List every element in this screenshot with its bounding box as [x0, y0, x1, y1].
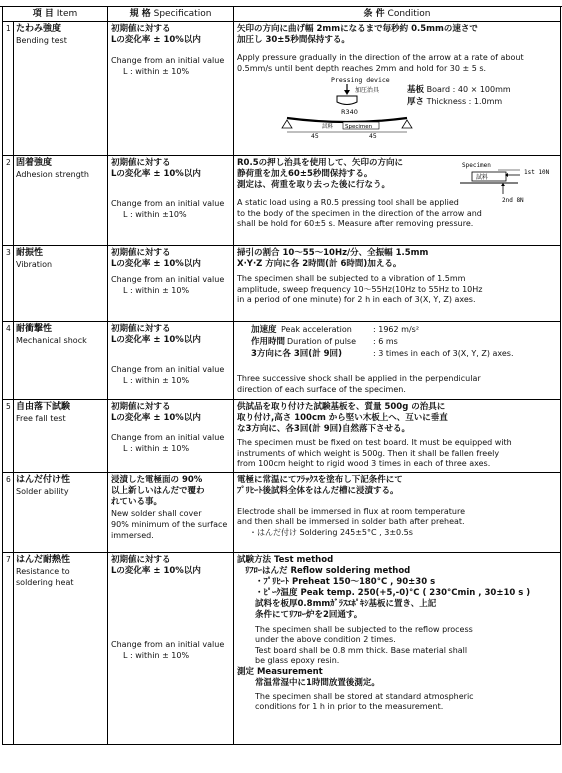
board: [287, 118, 407, 122]
header-item: 項 目 Item: [3, 7, 108, 22]
condition-cell: 掃引の割合 10～55～10Hz/分、全振幅 1.5mm X·Y·Z 方向に各 2時間(計 6時間)加える。 The specimen shall be subjected to a vibration of 1.5mm amplitude, sweep frequency 10～55Hz(10Hz to 55Hz to 10Hz in a period of one minute) for 2 h in each of 3(X, Y, Z) axes.: [234, 246, 561, 322]
item-cell: 耐振性 Vibration: [14, 246, 108, 322]
condition-cell: 供試品を取り付けた試験基板を、質量 500g の治具に 取り付け,高さ 100cm から堅い木板上へ、互いに垂直 な3方向に、各3回(計 9回)自然落下させる。 The specimen must be fixed on test board. It must be equipped with instruments of which weight is 500g. Then it shall be fallen freely from 100cm height to rigid wood 3 times in each of three axes.: [234, 400, 561, 473]
item-cell: はんだ耐熱性 Resistance to soldering heat: [14, 552, 108, 744]
row-number: 4: [3, 322, 14, 400]
spec-cell: 初期値に対する Lの変化率 ± 10%以内 Change from an initial value L : within ±10%: [108, 156, 234, 246]
row-number: 7: [3, 552, 14, 744]
fig-jig-label: 加圧治具: [355, 87, 380, 94]
support-right: [402, 120, 412, 128]
fig-r-label: R340: [341, 108, 358, 116]
fig-sample-en: Specimen: [345, 124, 373, 130]
item-cell: はんだ付け性 Solder ability: [14, 472, 108, 552]
condition-cell: R0.5の押し治具を使用して、矢印の方向に 静荷重を加え60±5秒間保持する。 測定は、荷重を取り去った後に行なう。 A static load using a R0.5 pressing tool shall be applied to the body of the specimen in the direction of the arrow and shall be hold for 60±5 s. Measure after removing pressure. Specimen 1st 10N 試料 2nd 8N: [234, 156, 561, 246]
header-condition: 条 件 Condition: [234, 7, 561, 22]
table-row: [3, 156, 561, 246]
row-number: 3: [3, 246, 14, 322]
fig-specimen-label: Specimen: [462, 162, 491, 169]
fig-pressing-label: Pressing device: [331, 76, 390, 84]
table-row: [3, 552, 561, 744]
board-spec: 基板 Board : 40 × 100mm 厚さ Thickness : 1.0mm: [407, 85, 511, 107]
spec-cell: 初期値に対する Lの変化率 ± 10%以内 Change from an initial value L : within ± 10%: [108, 22, 234, 156]
row-number: 5: [3, 400, 14, 473]
fig-angle-right: 45: [369, 133, 377, 138]
spec-cell: 初期値に対する Lの変化率 ± 10%以内 Change from an initial value L : within ± 10%: [108, 246, 234, 322]
arrow-head: [344, 90, 350, 95]
table-row: [3, 400, 561, 473]
table-row: [3, 246, 561, 322]
item-cell: たわみ強度 Bending test: [14, 22, 108, 156]
pressing-jig: [337, 96, 357, 105]
row-number: 1: [3, 22, 14, 156]
spec-cell: 浸漬した電極面の 90% 以上新しいはんだで覆わ れている事。 New solder shall cover 90% minimum of the surface immersed.: [108, 472, 234, 552]
header-row: [3, 7, 561, 22]
condition-cell: 電極に常温にてﾌﾗｯｸｽを塗布し下記条件にて ﾌﾟﾘﾋｰﾄ後試料全体をはんだ槽に浸漬する。 Electrode shall be immersed in flux at room temperature and then shall be immersed in solder bath after preheat. ・はんだ付け Soldering 245±5°C , 3±0.5s: [234, 472, 561, 552]
fig-1st-label: 1st 10N: [524, 169, 550, 176]
spec-cell: 初期値に対する Lの変化率 ± 10%以内 Change from an initial value L : within ± 10%: [108, 322, 234, 400]
bending-figure: [237, 74, 557, 138]
table-row: [3, 22, 561, 156]
spec-cell: 初期値に対する Lの変化率 ± 10%以内 Change from an initial value L : within ± 10%: [108, 552, 234, 744]
item-cell: 固着強度 Adhesion strength: [14, 156, 108, 246]
condition-cell: 試験方法 Test method ﾘﾌﾛｰはんだ Reflow soldering method ・ﾌﾟﾘﾋｰﾄ Preheat 150～180°C , 90±30 s ・ﾋﾟｰｸ温度 Peak temp. 250(+5,-0)°C ( 230°Cmin , 30±10 s ) 試料を板厚0.8mmｶﾞﾗｽｴﾎﾟｷｼ基板に置き、上記 条件にてﾘﾌﾛｰ炉を2回通す。 The specimen shall be subjected to the reflow process under the above condition 2 times. Test board shall be 0.8 mm thick. Base material shall be glass epoxy resin. 測定 Measurement 常温常湿中に1時間放置後測定。 The specimen shall be stored at standard atmospheric conditions for 1 h in prior to the measurement.: [234, 552, 561, 744]
fig-sample-jp: 試料: [322, 124, 334, 130]
shock-params: 加速度 Peak acceleration : 1962 m/s² 作用時間 Duration of pulse : 6 ms 3方向に各 3回(計 9回) : 3 times in each of 3(X, Y, Z) axes.: [251, 325, 514, 359]
table-row: [3, 322, 561, 400]
item-cell: 耐衝撃性 Mechanical shock: [14, 322, 108, 400]
row-number: 6: [3, 472, 14, 552]
condition-cell: 矢印の方向に曲げ幅 2mmになるまで毎秒約 0.5mmの速さで 加圧し 30±5秒間保持する。 Apply pressure gradually in the direction of the arrow at a rate of about 0.5mm/s until bent depth reaches 2mm and hold for 30 ± 5 s. Pressing device 加圧治具 R340 試料 Specimen 45 45 基板 Board : 40 × 100mm 厚さ Thickness : 1.0mm: [234, 22, 561, 156]
item-cell: 自由落下試験 Free fall test: [14, 400, 108, 473]
table-row: [3, 472, 561, 552]
spec-cell: 初期値に対する Lの変化率 ± 10%以内 Change from an initial value L : within ± 10%: [108, 400, 234, 473]
condition-cell: 加速度 Peak acceleration : 1962 m/s² 作用時間 Duration of pulse : 6 ms 3方向に各 3回(計 9回) : 3 times in each of 3(X, Y, Z) axes. Three successive shock shall be applied in the perpendicular direction of each surface of the specimen.: [234, 322, 561, 400]
test-conditions-table: [2, 6, 561, 745]
fig-angle-left: 45: [311, 133, 319, 138]
fig-sample-label: 試料: [476, 174, 489, 181]
header-spec: 規 格 Specification: [108, 7, 234, 22]
adhesion-diagram: [458, 158, 558, 204]
row-number: 2: [3, 156, 14, 246]
fig-2nd-label: 2nd 8N: [502, 197, 524, 204]
support-left: [282, 120, 292, 128]
